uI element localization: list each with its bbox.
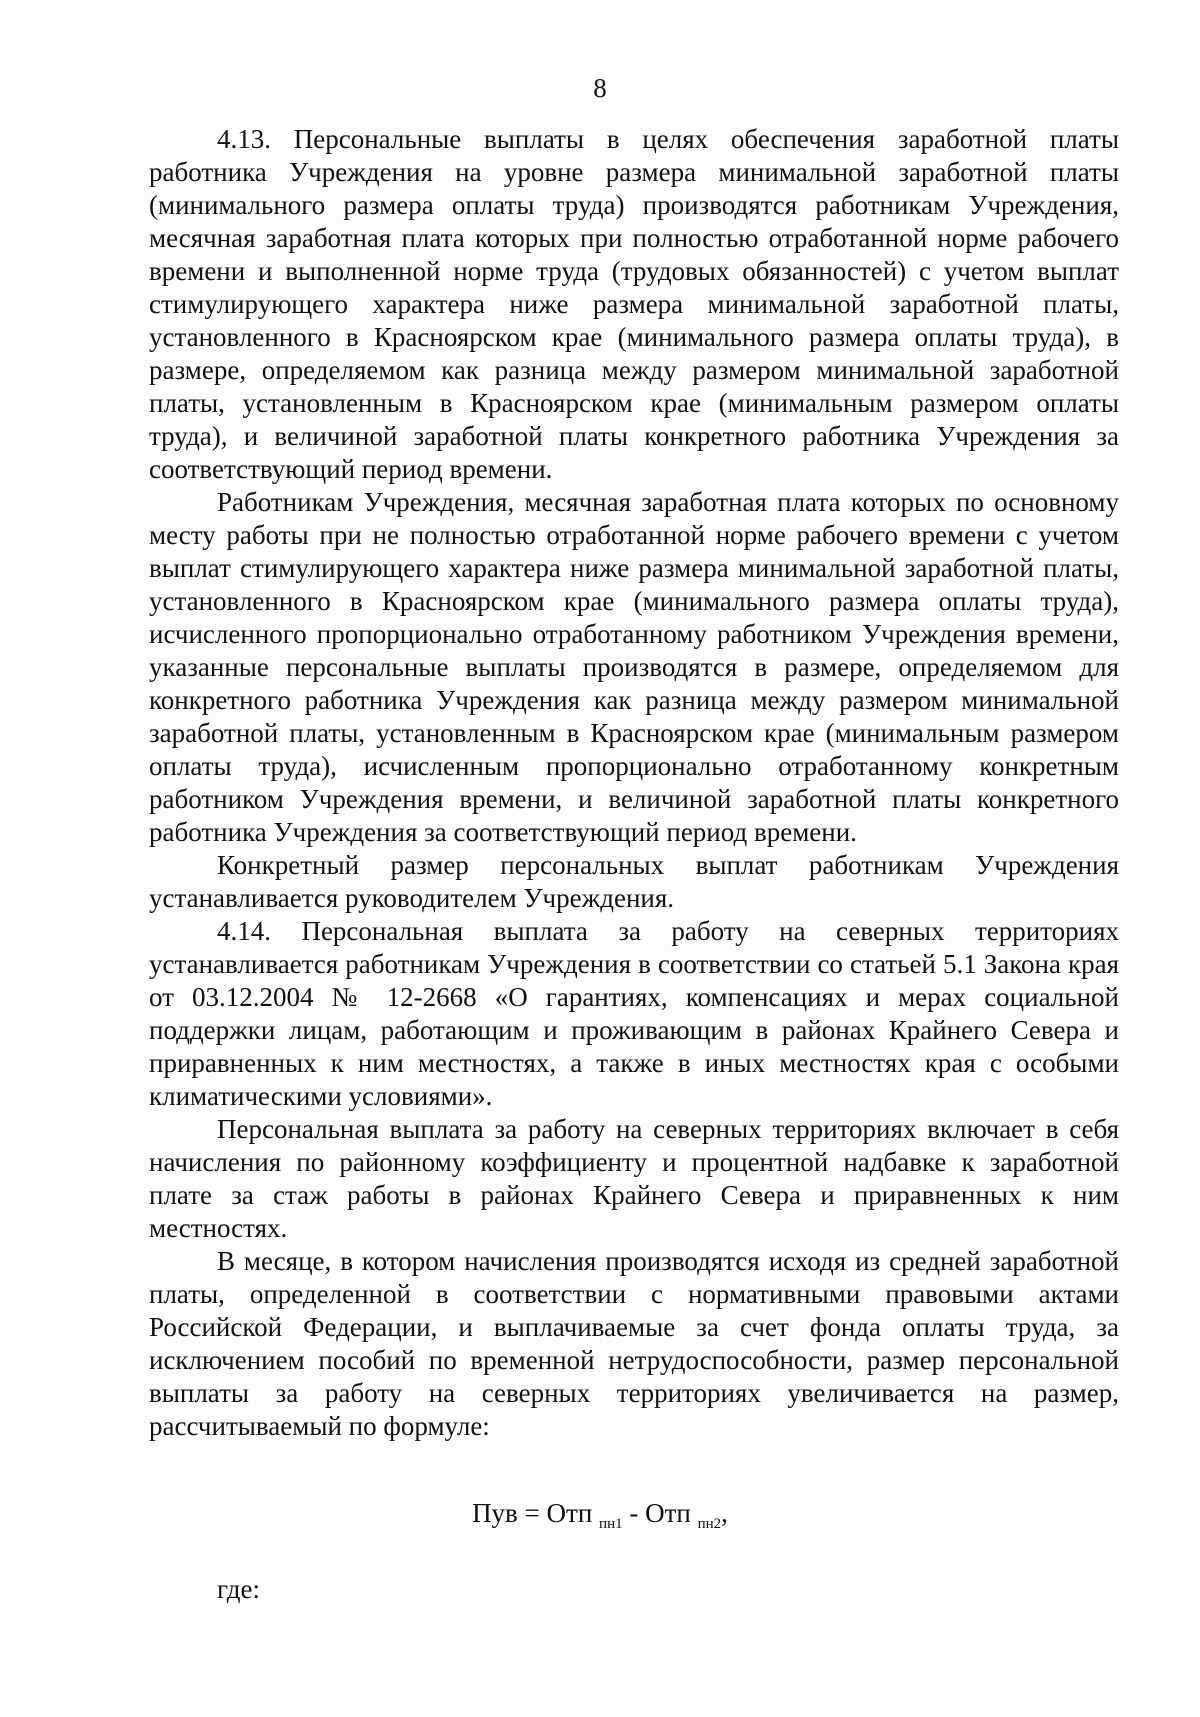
paragraph-4-14: 4.14. Персональная выплата за работу на северных территориях устанавливается работникам Учреждения в соответствии со статьей 5.1 Закона края от 03.12.2004 № 12-2668 «О гарантиях, компенсациях и мерах социальной поддержки лицам, работающим и проживающим в районах Крайнего Севера и приравненных к ним местностях, а также в иных местностях края с особыми климатическими условиями». <box>149 916 1119 1111</box>
formula-subscript-2: пн2 <box>697 1516 722 1532</box>
paragraph-specific-amount: Конкретный размер персональных выплат работникам Учреждения устанавливается руководителем Учреждения. <box>149 850 1119 913</box>
page-number: 8 <box>593 73 607 103</box>
document-body <box>149 123 1119 1443</box>
paragraph-average-salary: В месяце, в котором начисления производятся исходя из средней заработной платы, определенной в соответствии с нормативными правовыми актами Российской Федерации, и выплачиваемые за счет фонда оплаты труда, за исключением пособий по временной нетрудоспособности, размер персональной выплаты за работу на северных территориях увеличивается на размер, рассчитываемый по формуле: <box>149 1246 1119 1441</box>
formula-tail: , <box>721 1498 728 1528</box>
formula-lhs: Пув = Отп <box>472 1498 593 1528</box>
formula-subscript-1: пн1 <box>599 1516 623 1532</box>
formula <box>0 1497 1200 1540</box>
paragraph-4-13: 4.13. Персональные выплаты в целях обеспечения заработной платы работника Учреждения на уровне размера минимальной заработной платы (минимального размера оплаты труда) производятся работникам Учреждения, месячная заработная плата которых при полностью отработанной норме рабочего времени и выполненной норме труда (трудовых обязанностей) с учетом выплат стимулирующего характера ниже размера минимальной заработной платы, установленного в Красноярском крае (минимального размера оплаты труда), в размере, определяемом как разница между размером минимальной заработной платы, установленным в Красноярском крае (минимальным размером оплаты труда), и величиной заработной платы конкретного работника Учреждения за соответствующий период времени. <box>149 124 1119 484</box>
paragraph-partial-time-workers: Работникам Учреждения, месячная заработная плата которых по основному месту работы при не полностью отработанной норме рабочего времени с учетом выплат стимулирующего характера ниже размера минимальной заработной платы, установленного в Красноярском крае (минимального размера оплаты труда), исчисленного пропорционально отработанному работником Учреждения времени, указанные персональные выплаты производятся в размере, определяемом для конкретного работника Учреждения как разница между размером минимальной заработной платы, установленным в Красноярском крае (минимальным размером оплаты труда), исчисленным пропорционально отработанному конкретным работником Учреждения времени, и величиной заработной платы конкретного работника Учреждения за соответствующий период времени. <box>149 487 1119 847</box>
formula-minus-term: - Отп <box>622 1498 691 1528</box>
where-label: где: <box>217 1574 260 1604</box>
paragraph-northern-allowance: Персональная выплата за работу на северных территориях включает в себя начисления по районному коэффициенту и процентной надбавке к заработной плате за стаж работы в районах Крайнего Севера и приравненных к ним местностях. <box>149 1114 1119 1243</box>
